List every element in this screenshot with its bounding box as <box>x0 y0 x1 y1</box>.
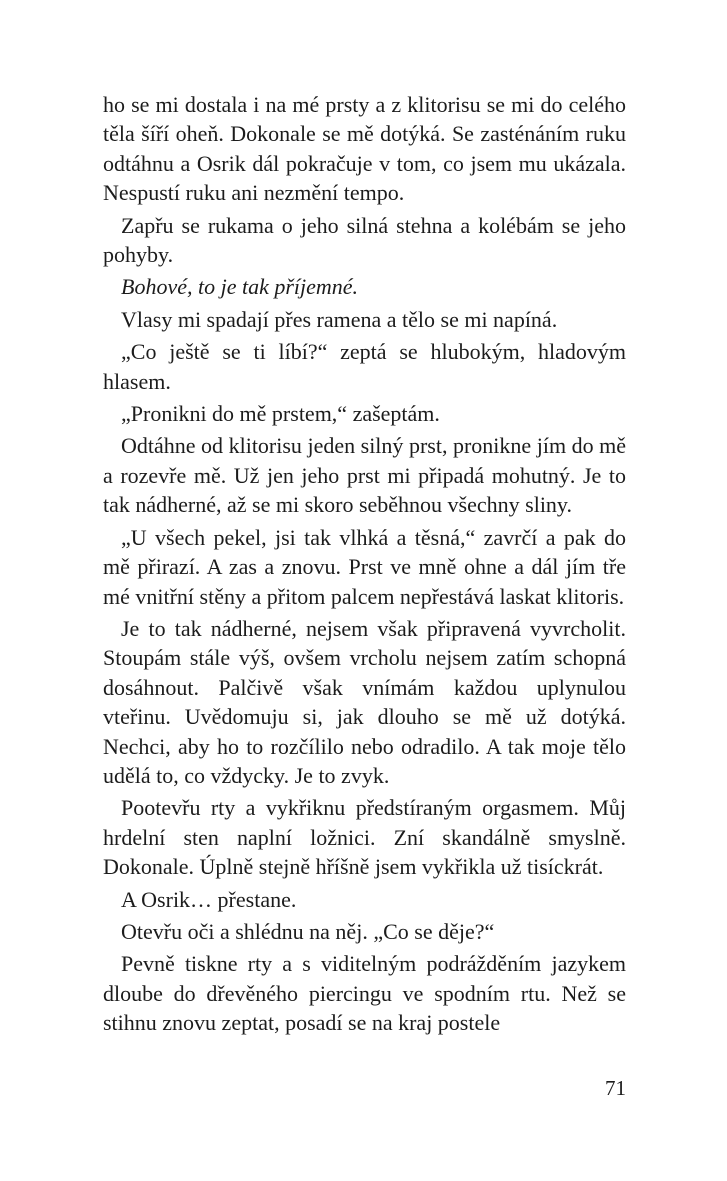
paragraph: Pevně tiskne rty a s viditelným podrážděním jazykem dloube do dřevěného piercingu ve spodním rtu. Než se stihnu znovu zeptat, posadí se na kraj postele <box>103 951 626 1036</box>
paragraph: ho se mi dostala i na mé prsty a z klitorisu se mi do celého těla šíří oheň. Dokonale se mě dotýká. Se zasténáním ruku odtáhnu a Osrik dál pokračuje v tom, co jsem mu ukázala. Nespustí ruku ani nezmění tempo. <box>103 92 626 206</box>
paragraph: „U všech pekel, jsi tak vlhká a těsná,“ zavrčí a pak do mě přirazí. A zas a znovu. Prst ve mně ohne a dál jím tře mé vnitřní stěny a přitom palcem nepřestává laskat klitoris. <box>103 524 626 609</box>
paragraph: „Pronikni do mě prstem,“ zašeptám. <box>121 401 440 427</box>
paragraph: A Osrik… přestane. <box>121 886 297 912</box>
paragraph: „Co ještě se ti líbí?“ zeptá se hlubokým, hladovým hlasem. <box>103 339 626 394</box>
paragraph: Zapřu se rukama o jeho silná stehna a kolébám se jeho pohyby. <box>103 212 626 268</box>
paragraph: Odtáhne od klitorisu jeden silný prst, pronikne jím do mě a rozevře mě. Už jen jeho prst mi připadá mohutný. Je to tak nádherné, až se mi skoro seběhnou všechny sliny. <box>103 433 626 518</box>
body-text <box>103 90 626 1041</box>
paragraph: Otevřu oči a shlédnu na něj. „Co se děje?“ <box>121 918 495 944</box>
paragraph: Vlasy mi spadají přes ramena a tělo se mi napíná. <box>121 306 558 332</box>
paragraph: Pootevřu rty a vykřiknu předstíraným orgasmem. Můj hrdelní sten naplní ložnici. Zní skandálně smyslně. Dokonale. Úplně stejně hříšně jsem vykřikla už tisíckrát. <box>103 795 626 880</box>
page-number: 71 <box>605 1076 626 1100</box>
paragraph: Je to tak nádherné, nejsem však připravená vyvrcholit. Stoupám stále výš, ovšem vrcholu nejsem zatím schopná dosáhnout. Palčivě však vnímám každou uplynulou vteřinu. Uvědomuju si, jak dlouho se mě už dotýká. Nechci, aby ho to rozčílilo nebo odradilo. A tak moje tělo udělá to, co vždycky. Je to zvyk. <box>103 615 626 788</box>
paragraph-italic: Bohové, to je tak příjemné. <box>121 274 359 300</box>
